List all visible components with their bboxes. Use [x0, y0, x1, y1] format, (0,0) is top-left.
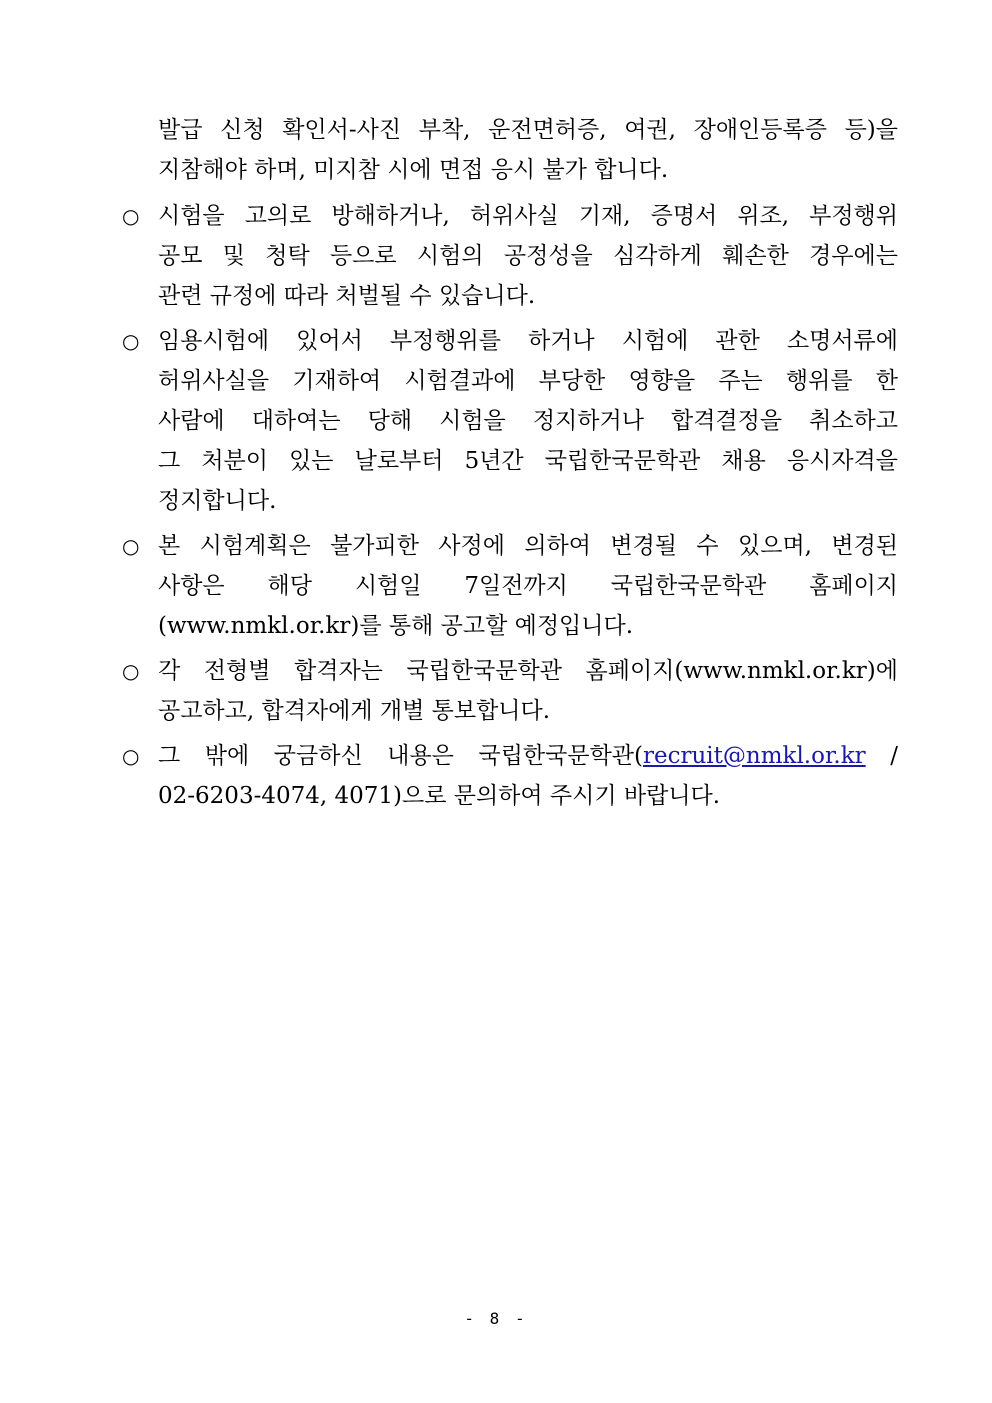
paragraph-line: 본 시험계획은 불가피한 사정에 의하여 변경될 수 있으며, 변경된 — [158, 533, 898, 559]
contact-phone-line: 02-6203-4074, 4071)으로 문의하여 주시기 바랍니다. — [158, 783, 721, 809]
paragraph-line: 정지합니다. — [158, 488, 277, 514]
email-link[interactable]: recruit@nmkl.or.kr — [642, 743, 866, 769]
paragraph-line: 그 처분이 있는 날로부터 5년간 국립한국문학관 채용 응시자격을 — [158, 448, 898, 474]
paragraph-line: 시험을 고의로 방해하거나, 허위사실 기재, 증명서 위조, 부정행위 — [158, 203, 898, 229]
contact-line — [158, 736, 898, 776]
paragraph-line: 각 전형별 합격자는 국립한국문학관 홈페이지(www.nmkl.or.kr)에 — [158, 658, 898, 684]
paragraph-line: 허위사실을 기재하여 시험결과에 부당한 영향을 주는 행위를 한 — [158, 368, 898, 394]
paragraph-line: (www.nmkl.or.kr)를 통해 공고할 예정입니다. — [158, 613, 634, 639]
bullet-circle-icon: ○ — [122, 329, 140, 353]
paragraph-line: 공모 및 청탁 등으로 시험의 공정성을 심각하게 훼손한 경우에는 — [158, 243, 898, 269]
paragraph-line: 공고하고, 합격자에게 개별 통보합니다. — [158, 698, 551, 724]
bullet-circle-icon: ○ — [122, 534, 140, 558]
bullet-circle-icon: ○ — [122, 204, 140, 228]
paragraph-line: 임용시험에 있어서 부정행위를 하거나 시험에 관한 소명서류에 — [158, 328, 898, 354]
paragraph-line: 발급 신청 확인서-사진 부착, 운전면허증, 여권, 장애인등록증 등)을 — [158, 117, 898, 143]
contact-prefix: 그 밖에 궁금하신 내용은 국립한국문학관( — [158, 743, 643, 769]
bullet-circle-icon: ○ — [122, 744, 140, 768]
contact-suffix: / — [865, 743, 898, 769]
page-number: - 8 - — [464, 1309, 528, 1328]
bullet-circle-icon: ○ — [122, 659, 140, 683]
paragraph-line: 지참해야 하며, 미지참 시에 면접 응시 불가 합니다. — [158, 157, 669, 183]
paragraph-line: 관련 규정에 따라 처벌될 수 있습니다. — [158, 283, 536, 309]
paragraph-line: 사람에 대하여는 당해 시험을 정지하거나 합격결정을 취소하고 — [158, 408, 898, 434]
paragraph-line: 사항은 해당 시험일 7일전까지 국립한국문학관 홈페이지 — [158, 573, 898, 599]
